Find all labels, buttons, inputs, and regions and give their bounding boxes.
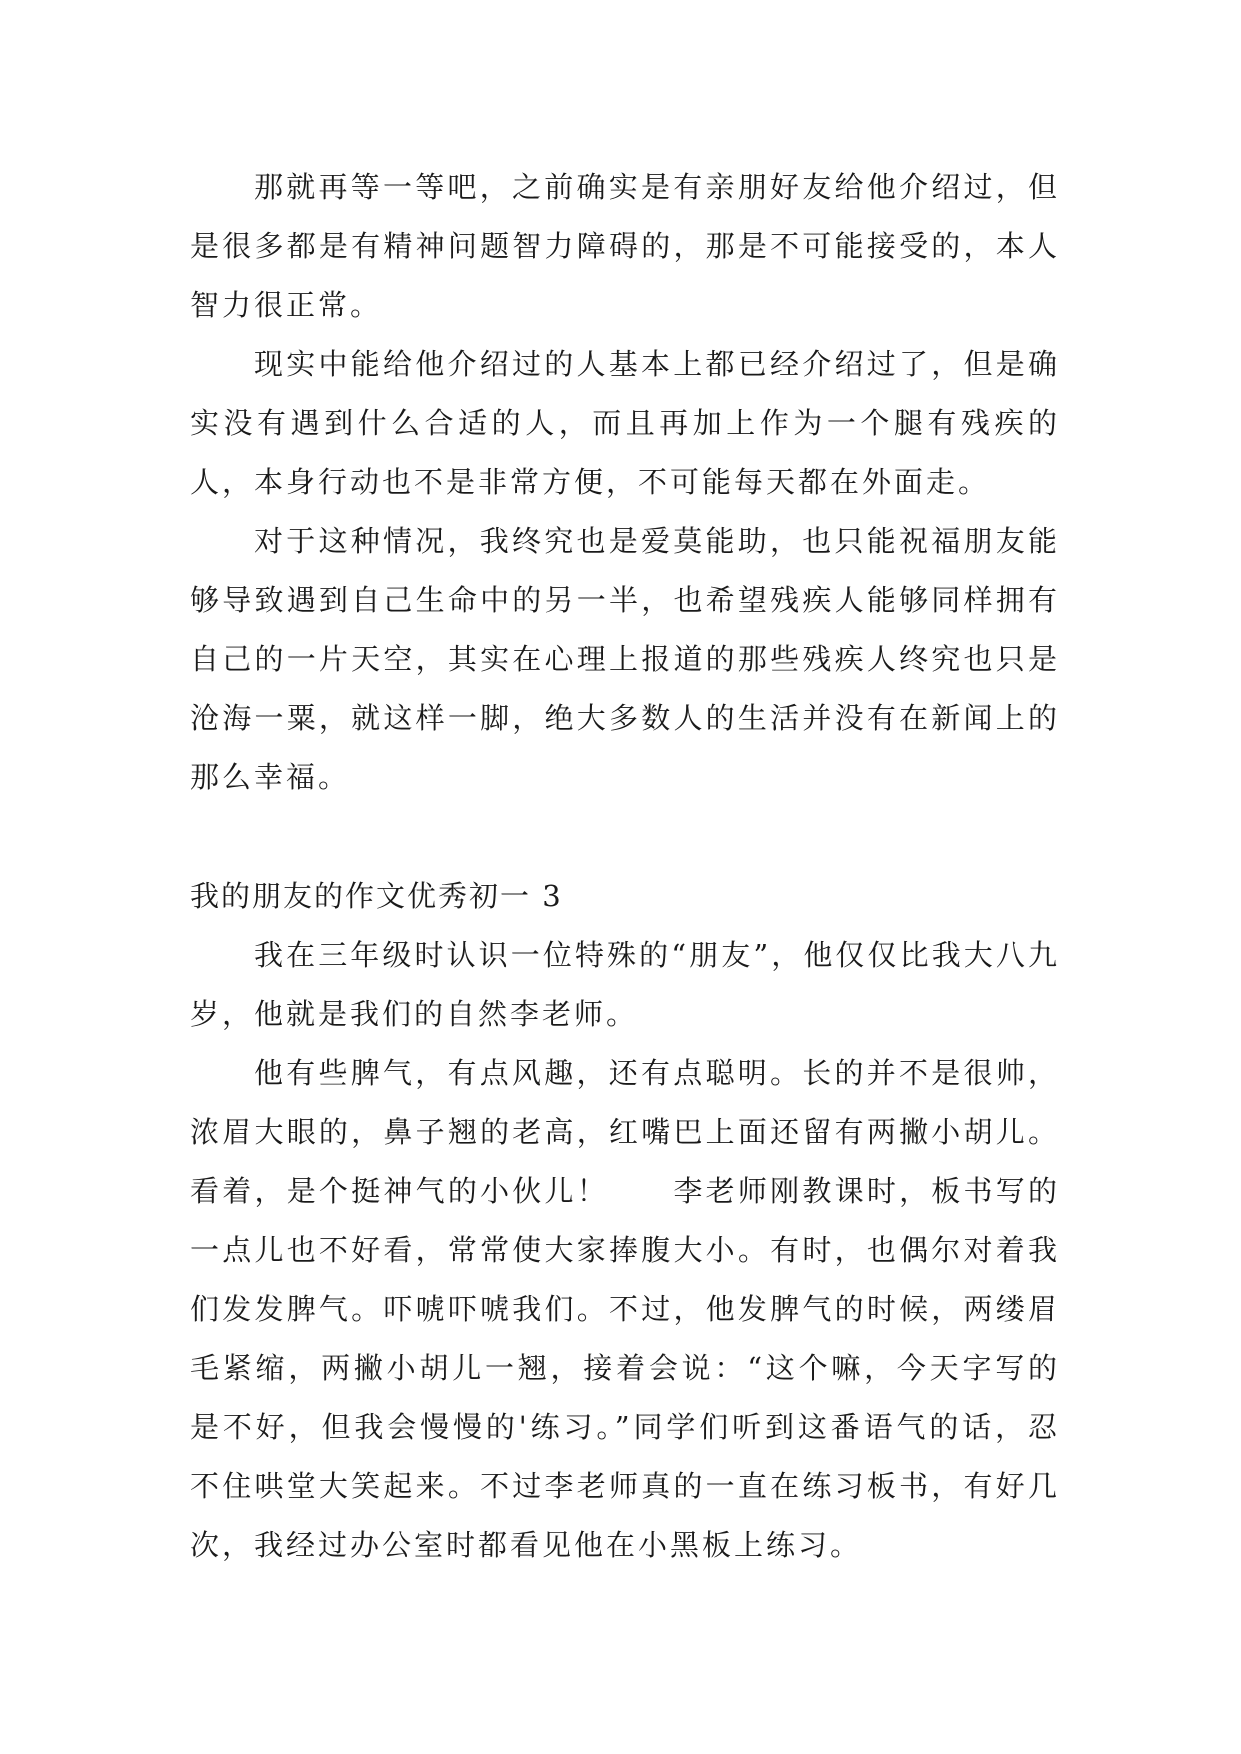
paragraph-3: 对于这种情况，我终究也是爱莫能助，也只能祝福朋友能够导致遇到自己生命中的另一半，也希望残疾人能够同样拥有自己的一片天空，其实在心理上报道的那些残疾人终究也只是沧海一粟，就这样一脚，绝大多数人的生活并没有在新闻上的那么幸福。 bbox=[190, 524, 1060, 794]
section-heading: 我的朋友的作文优秀初一 3 bbox=[190, 879, 563, 913]
section-spacer bbox=[190, 807, 1060, 867]
paragraph-5: 他有些脾气，有点风趣，还有点聪明。长的并不是很帅，浓眉大眼的，鼻子翘的老高，红嘴巴上面还留有两撇小胡儿。看着，是个挺神气的小伙儿！ 李老师刚教课时，板书写的一点儿也不好看，常常使大家捧腹大小。有时，也偶尔对着我们发发脾气。吓唬吓唬我们。不过，他发脾气的时候，两缕眉毛紧缩，两撇小胡儿一翘，接着会说：“这个嘛，今天字写的是不好，但我会慢慢的'练习。”同学们听到这番语气的话，忍不住哄堂大笑起来。不过李老师真的一直在练习板书，有好几次，我经过办公室时都看见他在小黑板上练习。 bbox=[190, 1056, 1060, 1562]
paragraph-4: 我在三年级时认识一位特殊的“朋友”，他仅仅比我大八九岁，他就是我们的自然李老师。 bbox=[190, 938, 1060, 1031]
paragraph-1: 那就再等一等吧，之前确实是有亲朋好友给他介绍过，但是很多都是有精神问题智力障碍的，那是不可能接受的，本人智力很正常。 bbox=[190, 170, 1060, 322]
paragraph-2: 现实中能给他介绍过的人基本上都已经介绍过了，但是确实没有遇到什么合适的人，而且再加上作为一个腿有残疾的人，本身行动也不是非常方便，不可能每天都在外面走。 bbox=[190, 347, 1060, 499]
document-body bbox=[190, 158, 1060, 1575]
